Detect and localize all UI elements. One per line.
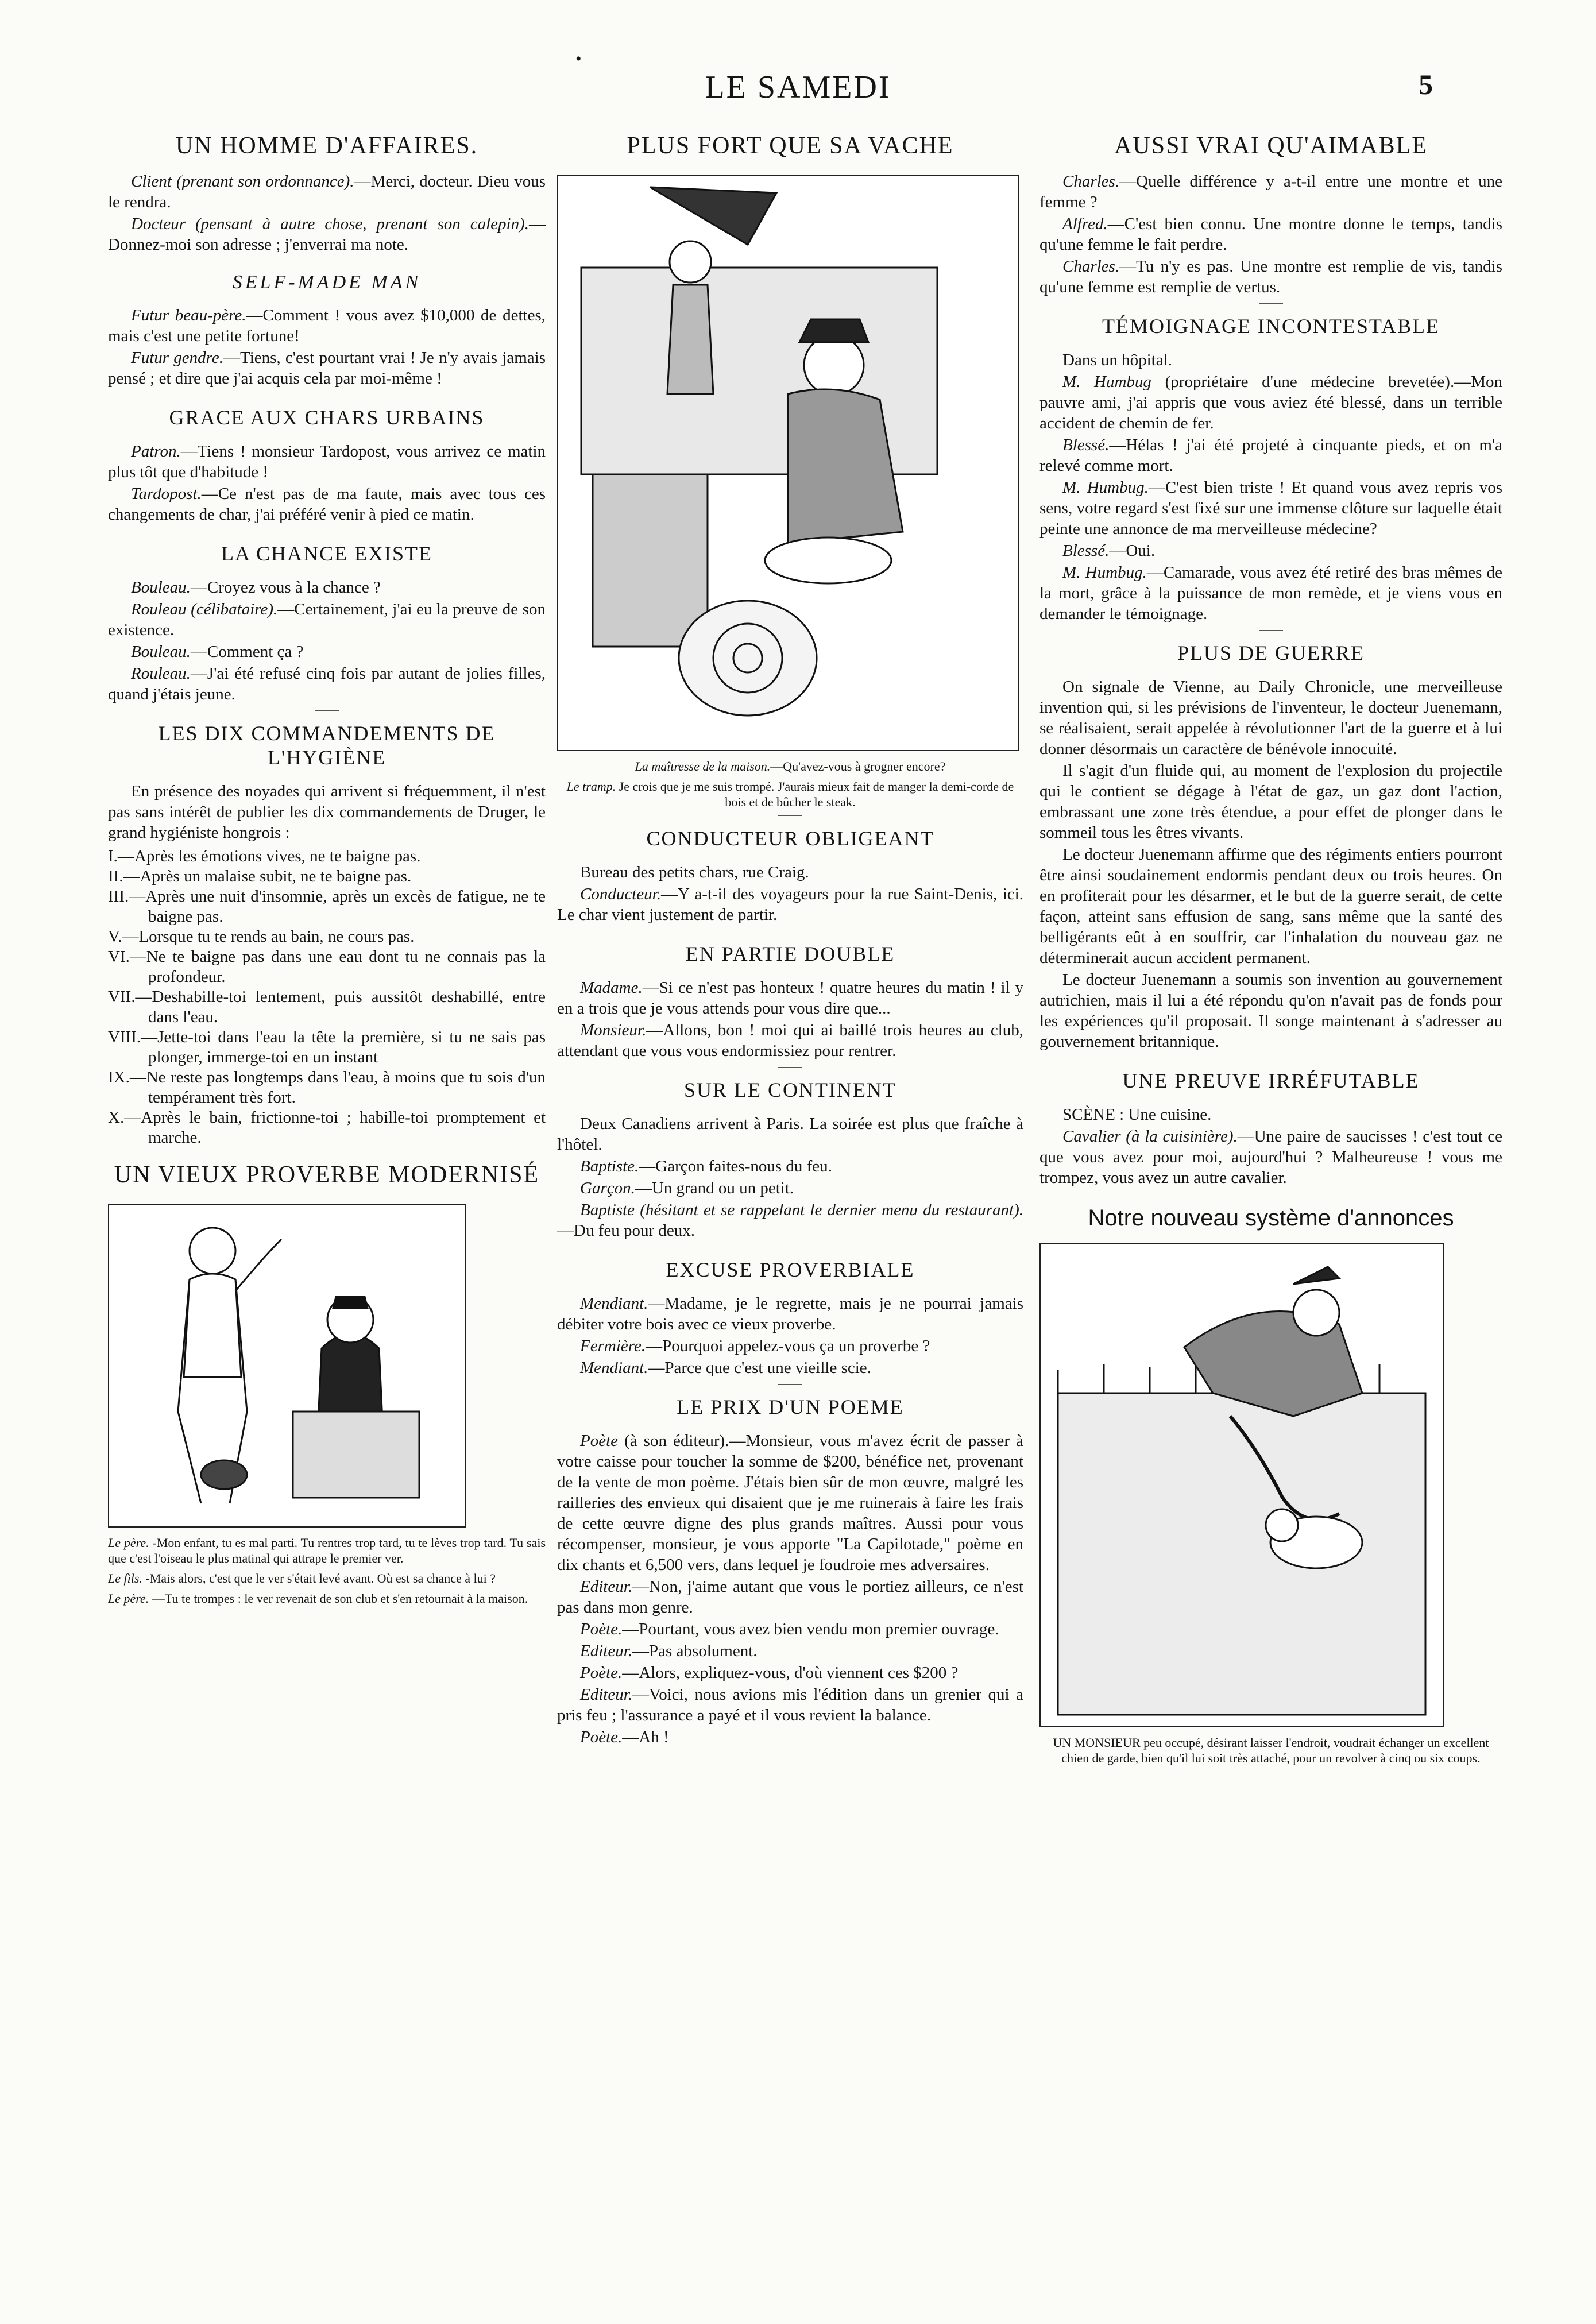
dialogue-line <box>557 977 1023 1019</box>
section-title: LE PRIX D'UN POEME <box>677 1395 904 1418</box>
divider <box>1259 630 1283 631</box>
line-text: —Comment ça ? <box>190 643 304 661</box>
list-item: III.—Après une nuit d'insomnie, après un excès de fatigue, ne te baigne pas. <box>108 887 546 926</box>
dialogue-line <box>557 1020 1023 1061</box>
dialogue-line <box>108 347 546 389</box>
dialogue-line <box>557 1576 1023 1618</box>
speaker: Cavalier (à la cuisinière). <box>1062 1127 1238 1146</box>
caption-line <box>557 759 1023 774</box>
line-text: —Tu te trompes : le ver revenait de son club et s'en retournait à la maison. <box>149 1591 528 1606</box>
line-text: —Certainement, j'ai eu la preuve de son existence. <box>108 600 546 639</box>
dialogue-line <box>557 1727 1023 1747</box>
divider <box>778 1067 802 1068</box>
dialogue-line <box>108 441 546 482</box>
dialogue-line <box>557 1200 1023 1241</box>
dialogue-line <box>1039 1126 1502 1188</box>
section-title: EN PARTIE DOUBLE <box>685 942 895 965</box>
paragraph: Dans un hôpital. <box>1062 351 1172 369</box>
speaker: Editeur. <box>580 1577 633 1596</box>
line-text: Je crois que je me suis trompé. J'aurais mieux fait de manger la demi-corde de bois et de bûcher le steak. <box>616 779 1014 809</box>
caption-line <box>557 779 1023 810</box>
dialogue-line <box>1039 540 1502 561</box>
line-text: —Merci, docteur. Dieu vous le rendra. <box>108 172 546 211</box>
section-title: UN HOMME D'AFFAIRES. <box>175 133 478 159</box>
column-right <box>1039 122 1502 2307</box>
dialogue-line <box>1039 214 1502 255</box>
caption-line <box>108 1591 546 1606</box>
dialogue-line <box>557 1641 1023 1661</box>
dialogue-line <box>1039 372 1502 434</box>
speaker: Tardopost. <box>131 485 202 503</box>
section-title: PLUS FORT QUE SA VACHE <box>627 133 954 159</box>
list-item: VII.—Deshabille-toi lentement, puis aussitôt deshabillé, entre dans l'eau. <box>108 988 546 1026</box>
dialogue-line <box>1039 477 1502 539</box>
speaker: Le fils. <box>108 1571 142 1586</box>
dialogue-line <box>108 641 546 662</box>
line-text: —Tiens ! monsieur Tardopost, vous arrivez ce matin plus tôt que d'habitude ! <box>108 442 546 481</box>
paragraph: En présence des noyades qui arrivent si fréquemment, il n'est pas sans intérêt de publier les dix commandements de Druger, le grand hygiéniste hongrois : <box>108 782 546 842</box>
line-text: (à son éditeur).—Monsieur, vous m'avez écrit de passer à votre caisse pour toucher la somme de $200, bénéfice net, provenant de la vente de mon poème. J'étais bien sûr de mon œuvre, malgré les railleries des envieux qui disaient que je me ruinerais à faire les frais de cette œuvre digne des plus grands maîtres. Aussi pour vous récompenser, monsieur, je vous apporte "La Capilotade," poème en dix chants et 6,500 vers, dans lequel je foudroie mes adversaires. <box>557 1432 1023 1574</box>
line-text: —Tu n'y es pas. Une montre est remplie de vis, tandis qu'une femme est remplie de vertus. <box>1039 257 1502 296</box>
speaker: Bouleau. <box>131 643 191 661</box>
speaker: Conducteur. <box>580 885 661 903</box>
speaker: Alfred. <box>1062 215 1108 233</box>
dialogue-line <box>557 1293 1023 1335</box>
line-text: (propriétaire d'une médecine brevetée).—Mon pauvre ami, j'ai appris que vous aviez été blessé, dans un terrible accident de chemin de fer. <box>1039 373 1502 432</box>
speaker: Poète <box>580 1432 619 1450</box>
speaker: Monsieur. <box>580 1021 647 1039</box>
speaker: Docteur (pensant à autre chose, prenant son calepin). <box>131 215 529 233</box>
dialogue-line <box>557 884 1023 925</box>
speaker: Fermière. <box>580 1337 646 1355</box>
speaker: Mendiant. <box>580 1294 648 1313</box>
caption-line: UN MONSIEUR peu occupé, désirant laisser l'endroit, voudrait échanger un excellent chien de garde, bien qu'il lui soit très attaché, pour un revolver à cinq ou six coups. <box>1053 1735 1489 1765</box>
section-title: AUSSI VRAI QU'AIMABLE <box>1114 133 1428 159</box>
list-item: V.—Lorsque tu te rends au bain, ne cours pas. <box>108 927 415 946</box>
tramp-illustration <box>557 175 1019 751</box>
line-text: —Pourquoi appelez-vous ça un proverbe ? <box>646 1337 930 1355</box>
paragraph: Deux Canadiens arrivent à Paris. La soirée est plus que fraîche à l'hôtel. <box>557 1115 1023 1154</box>
dialogue-line <box>557 1336 1023 1356</box>
commandments-list <box>108 846 546 1148</box>
list-item: I.—Après les émotions vives, ne te baigne pas. <box>108 847 421 865</box>
printer-mark: • <box>575 49 582 68</box>
line-text: —Allons, bon ! moi qui ai baillé trois heures au club, attendant que vous vous endormissiez pour rentrer. <box>557 1021 1023 1060</box>
line-text: —Voici, nous avions mis l'édition dans un grenier qui a pris feu ; l'assurance a payé et il vous revient la balance. <box>557 1685 1023 1724</box>
line-text: —Si ce n'est pas honteux ! quatre heures du matin ! il y en a trois que je vous attends pour vous dire que... <box>557 979 1023 1018</box>
speaker: Bouleau. <box>131 578 191 597</box>
dialogue-line <box>557 1662 1023 1683</box>
section-title: GRACE AUX CHARS URBAINS <box>169 406 485 429</box>
line-text: -Mais alors, c'est que le ver s'était levé avant. Où est sa chance à lui ? <box>142 1571 496 1586</box>
list-item: II.—Après un malaise subit, ne te baigne pas. <box>108 867 412 885</box>
line-text: —Parce que c'est une vieille scie. <box>648 1359 871 1377</box>
divider <box>1259 303 1283 304</box>
speaker: Editeur. <box>580 1642 633 1660</box>
line-text: —Comment ! vous avez $10,000 de dettes, mais c'est une petite fortune! <box>108 306 546 345</box>
section-title: LES DIX COMMANDEMENTS DE L'HYGIÈNE <box>158 722 496 769</box>
speaker: M. Humbug. <box>1062 478 1149 497</box>
line-text: —Hélas ! j'ai été projeté à cinquante pieds, et on m'a relevé comme mort. <box>1039 436 1502 475</box>
dialogue-line <box>557 1156 1023 1177</box>
line-text: —Une paire de saucisses ! c'est tout ce que vous avez pour moi, aujourd'hui ? Malheureuse ! vous me trompez, vous avez un autre cavalier. <box>1039 1127 1502 1187</box>
line-text: —C'est bien triste ! Et quand vous avez repris vos sens, votre regard s'est fixé sur une immense clôture sur laquelle était peinte une annonce de ma merveilleuse médecine? <box>1039 478 1502 538</box>
caption-line <box>108 1571 546 1586</box>
dialogue-line <box>1039 562 1502 624</box>
line-text: —Non, j'aime autant que vous le portiez ailleurs, ce n'est pas dans mon genre. <box>557 1577 1023 1617</box>
line-text: —Y a-t-il des voyageurs pour la rue Saint-Denis, ici. Le char vient justement de partir. <box>557 885 1023 924</box>
dialogue-line <box>108 171 546 212</box>
speaker: Client (prenant son ordonnance). <box>131 172 354 191</box>
section-title: LA CHANCE EXISTE <box>221 542 432 565</box>
section-title: UN VIEUX PROVERBE MODERNISÉ <box>114 1162 540 1188</box>
speaker: Baptiste (hésitant et se rappelant le dernier menu du restaurant). <box>580 1201 1023 1219</box>
list-item: VIII.—Jette-toi dans l'eau la tête la première, si tu ne sais pas plonger, immerge-toi en un instant <box>108 1028 546 1066</box>
line-text: —Oui. <box>1109 542 1156 560</box>
dialogue-line <box>108 484 546 525</box>
line-text: —Tiens, c'est pourtant vrai ! Je n'y avais jamais pensé ; et dire que j'ai acquis cela par moi-même ! <box>108 349 546 388</box>
speaker: Garçon. <box>580 1179 635 1197</box>
line-text: —Madame, je le regrette, mais je ne pourrai jamais débiter votre bois avec ce vieux proverbe. <box>557 1294 1023 1333</box>
speaker: Mendiant. <box>580 1359 648 1377</box>
line-text: —Pourtant, vous avez bien vendu mon premier ouvrage. <box>622 1620 999 1638</box>
section-title: TÉMOIGNAGE INCONTESTABLE <box>1102 315 1440 338</box>
section-title: PLUS DE GUERRE <box>1177 641 1365 664</box>
page-number: 5 <box>1419 68 1433 100</box>
speaker: Rouleau. <box>131 664 191 683</box>
list-item: VI.—Ne te baigne pas dans une eau dont tu ne connais pas la profondeur. <box>108 948 546 986</box>
speaker: Le père. <box>108 1536 149 1550</box>
line-text: -Mon enfant, tu es mal parti. Tu rentres trop tard, tu te lèves trop tard. Tu sais que c'est l'oiseau le plus matinal qui attrape le premier ver. <box>108 1536 546 1565</box>
dialogue-line <box>557 1358 1023 1378</box>
speaker: Editeur. <box>580 1685 633 1704</box>
paragraph: On signale de Vienne, au Daily Chronicle, une merveilleuse invention qui, si les prévisions de l'inventeur, le docteur Juenemann, se réalisaient, serait appelée à révolutionner l'art de la guerre et à lui donner désormais un caractère de bénévole innocuité. <box>1039 678 1502 758</box>
line-text: —Du feu pour deux. <box>557 1221 695 1240</box>
paragraph: SCÈNE : Une cuisine. <box>1062 1105 1212 1124</box>
speaker: Poète. <box>580 1620 623 1638</box>
list-item: X.—Après le bain, frictionne-toi ; habille-toi promptement et marche. <box>108 1108 546 1147</box>
line-text: —Donnez-moi son adresse ; j'enverrai ma note. <box>108 215 546 254</box>
page-title: LE SAMEDI <box>705 69 891 105</box>
line-text: —Un grand ou un petit. <box>635 1179 794 1197</box>
dialogue-line <box>108 214 546 255</box>
dialogue-line <box>1039 171 1502 212</box>
section-title: EXCUSE PROVERBIALE <box>666 1258 915 1281</box>
column-left <box>108 122 546 2307</box>
dialogue-line <box>108 663 546 705</box>
dialogue-line <box>557 1619 1023 1639</box>
dialogue-line <box>1039 435 1502 476</box>
divider <box>315 710 339 711</box>
dialogue-line <box>557 1178 1023 1198</box>
line-text: —J'ai été refusé cinq fois par autant de jolies filles, quand j'étais jeune. <box>108 664 546 703</box>
dialogue-line <box>1039 256 1502 297</box>
divider <box>778 815 802 816</box>
speaker: La maîtresse de la maison. <box>635 759 771 774</box>
line-text: —Camarade, vous avez été retiré des bras mêmes de la mort, grâce à la puissance de mon remède, et je viens vous en demander le témoignage. <box>1039 563 1502 623</box>
paragraph: Le docteur Juenemann a soumis son invention au gouvernement autrichien, mais il lui a été répondu qu'on n'avait pas de fonds pour les expériences qu'il proposait. Il songe maintenant à s'adresser au gouvernement britannique. <box>1039 970 1502 1051</box>
speaker: Madame. <box>580 979 643 997</box>
speaker: Futur beau-père. <box>131 306 246 324</box>
father-son-illustration <box>108 1204 466 1528</box>
line-text: —Quelle différence y a-t-il entre une montre et une femme ? <box>1039 172 1502 211</box>
speaker: Futur gendre. <box>131 349 224 367</box>
paragraph: Il s'agit d'un fluide qui, au moment de l'explosion du projectile qui le contient se dégage à l'état de gaz, un gaz dont l'action, embrassant une zone très étendue, a pour effet de plonger dans le sommeil tous les êtres vivants. <box>1039 761 1502 842</box>
dialogue-line <box>108 577 546 598</box>
speaker: Blessé. <box>1062 542 1110 560</box>
speaker: Charles. <box>1062 257 1120 276</box>
dialogue-line <box>108 305 546 346</box>
caption-line <box>108 1535 546 1566</box>
section-title: SELF-MADE MAN <box>232 272 422 293</box>
dialogue-line <box>108 599 546 640</box>
paragraph: Bureau des petits chars, rue Craig. <box>580 863 809 881</box>
speaker: Blessé. <box>1062 436 1110 454</box>
speaker: Le père. <box>108 1591 149 1606</box>
speaker: Poète. <box>580 1664 623 1682</box>
line-text: —Qu'avez-vous à grogner encore? <box>770 759 946 774</box>
fence-dog-illustration <box>1039 1243 1444 1727</box>
list-item: IX.—Ne reste pas longtemps dans l'eau, à moins que tu sois d'un tempérament très fort. <box>108 1068 546 1107</box>
line-text: —Ce n'est pas de ma faute, mais avec tous ces changements de char, j'ai préféré venir à pied ce matin. <box>108 485 546 524</box>
section-title: UNE PREUVE IRRÉFUTABLE <box>1122 1069 1420 1092</box>
speaker: Patron. <box>131 442 181 461</box>
divider <box>778 1384 802 1385</box>
dialogue-line <box>557 1430 1023 1575</box>
speaker: Charles. <box>1062 172 1120 191</box>
line-text: —Pas absolument. <box>632 1642 758 1660</box>
line-text: —Croyez vous à la chance ? <box>190 578 381 597</box>
section-title: SUR LE CONTINENT <box>684 1078 896 1101</box>
speaker: Baptiste. <box>580 1157 639 1175</box>
section-title: CONDUCTEUR OBLIGEANT <box>646 827 934 850</box>
speaker: M. Humbug. <box>1062 563 1147 582</box>
line-text: —Garçon faites-nous du feu. <box>639 1157 832 1175</box>
speaker: Poète. <box>580 1728 623 1746</box>
line-text: —C'est bien connu. Une montre donne le temps, tandis qu'une femme le fait perdre. <box>1039 215 1502 254</box>
speaker: M. Humbug <box>1062 373 1151 391</box>
paragraph: Le docteur Juenemann affirme que des régiments entiers pourront être ainsi soudainement endormis pendant deux ou trois heures. On en profiterait pour les désarmer, et le but de la guerre serait, de cette façon, atteint sans effusion de sang, sans même que la santé des belligérants eût à en souffrir, car l'inhalation du nouveau gaz ne déterminerait aucun accident permanent. <box>1039 845 1502 967</box>
column-middle <box>557 122 1023 2307</box>
line-text: —Ah ! <box>622 1728 669 1746</box>
line-text: —Alors, expliquez-vous, d'où viennent ces $200 ? <box>622 1664 959 1682</box>
dialogue-line <box>557 1684 1023 1726</box>
speaker: Le tramp. <box>566 779 616 794</box>
speaker: Rouleau (célibataire). <box>131 600 278 618</box>
section-title: Notre nouveau système d'annonces <box>1088 1205 1454 1231</box>
